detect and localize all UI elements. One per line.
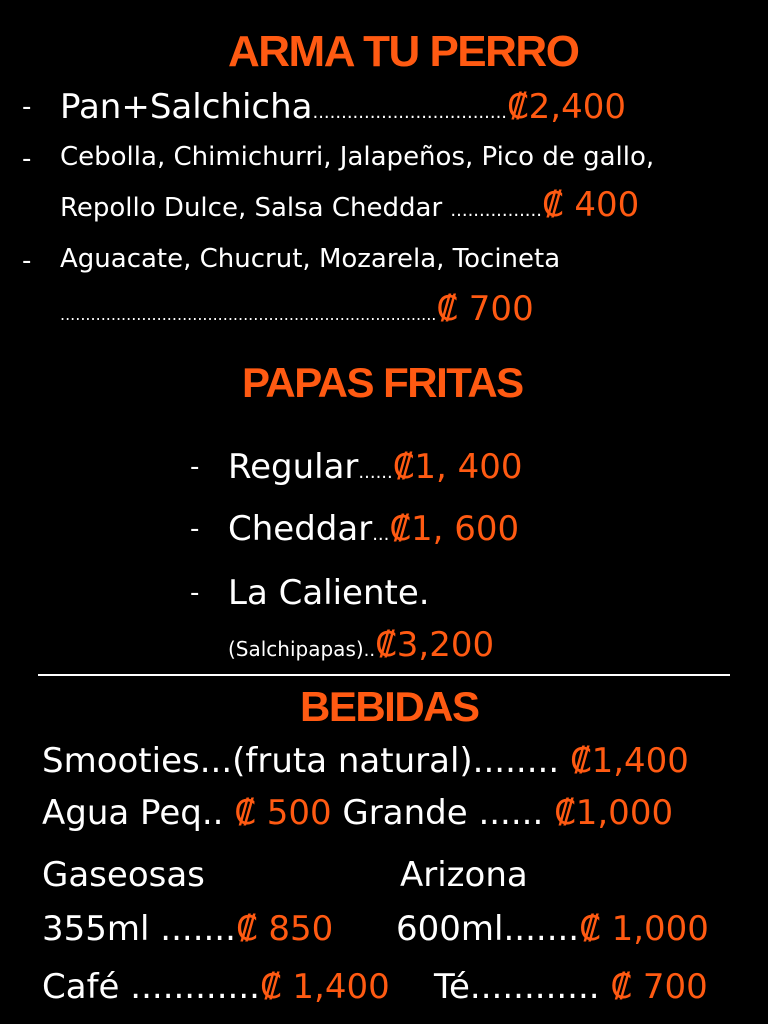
item-label: Smooties...(fruta natural)........ — [42, 741, 560, 781]
item-line1: Aguacate, Chucrut, Mozarela, Tocineta — [60, 244, 561, 274]
drink-agua — [42, 793, 674, 833]
item-line2 — [60, 289, 534, 329]
item-price: ₡ 1,000 — [579, 909, 709, 949]
item-dots: .. — [363, 640, 376, 661]
item-size: 355ml ....... — [42, 909, 236, 949]
drink-smoothies — [42, 741, 689, 781]
section-title-papas-fritas: PAPAS FRITAS — [242, 359, 523, 406]
item-line1: Cebolla, Chimichurri, Jalapeños, Pico de gallo, — [60, 142, 655, 172]
item-dots: .......................................................................... — [60, 305, 437, 324]
item-line2 — [60, 185, 640, 225]
item-label: Té............ — [434, 967, 600, 1007]
item-size: 600ml....... — [396, 909, 580, 949]
item-dash: - — [22, 246, 32, 276]
item-label: Cheddar — [228, 509, 373, 549]
item-price: ₡ 850 — [235, 909, 334, 949]
item-dash: - — [22, 144, 32, 174]
item-subline — [228, 625, 495, 665]
item-text — [60, 87, 626, 127]
item-sub-label: (Salchipapas) — [228, 637, 364, 661]
drink-arizona-price-line — [396, 909, 709, 949]
item-label: Agua Peq.. — [42, 793, 224, 833]
item-label: Regular — [228, 447, 359, 487]
item-price: ₡1,400 — [569, 741, 689, 781]
item-dash: - — [22, 92, 32, 122]
item-price: ₡2,400 — [507, 87, 626, 127]
item-price: ₡3,200 — [375, 625, 495, 665]
label-agua-grande: Grande ...... — [342, 793, 544, 833]
item-dash: - — [190, 514, 200, 544]
item-price: ₡1, 400 — [392, 447, 523, 487]
section-divider — [38, 674, 730, 676]
item-text — [228, 447, 523, 487]
drink-arizona-label: Arizona — [400, 855, 528, 895]
item-text — [228, 509, 520, 549]
item-dots: ................ — [450, 200, 542, 221]
drink-cafe — [42, 967, 390, 1007]
item-price: ₡ 400 — [541, 185, 640, 225]
item-dash: - — [190, 578, 200, 608]
item-label: Pan+Salchicha — [60, 87, 313, 127]
item-price: ₡1, 600 — [389, 509, 520, 549]
item-label: La Caliente. — [228, 573, 430, 613]
item-price: ₡ 700 — [436, 289, 534, 329]
item-dots: ... — [372, 524, 390, 545]
drink-te — [434, 967, 708, 1007]
drink-gaseosas-price-line — [42, 909, 334, 949]
item-label: Café ............ — [42, 967, 260, 1007]
item-price: ₡ 1,400 — [259, 967, 390, 1007]
section-title-bebidas: BEBIDAS — [300, 683, 479, 730]
price-agua-pequena: ₡ 500 — [234, 793, 332, 833]
item-price: ₡ 700 — [610, 967, 708, 1007]
drink-gaseosas-label: Gaseosas — [42, 855, 205, 895]
item-dots: .................................. — [312, 102, 508, 123]
section-title-arma-tu-perro: ARMA TU PERRO — [228, 27, 579, 76]
item-dash: - — [190, 452, 200, 482]
price-agua-grande: ₡1,000 — [554, 793, 674, 833]
item-label: Repollo Dulce, Salsa Cheddar — [60, 193, 443, 223]
item-dots: ...... — [358, 462, 393, 483]
